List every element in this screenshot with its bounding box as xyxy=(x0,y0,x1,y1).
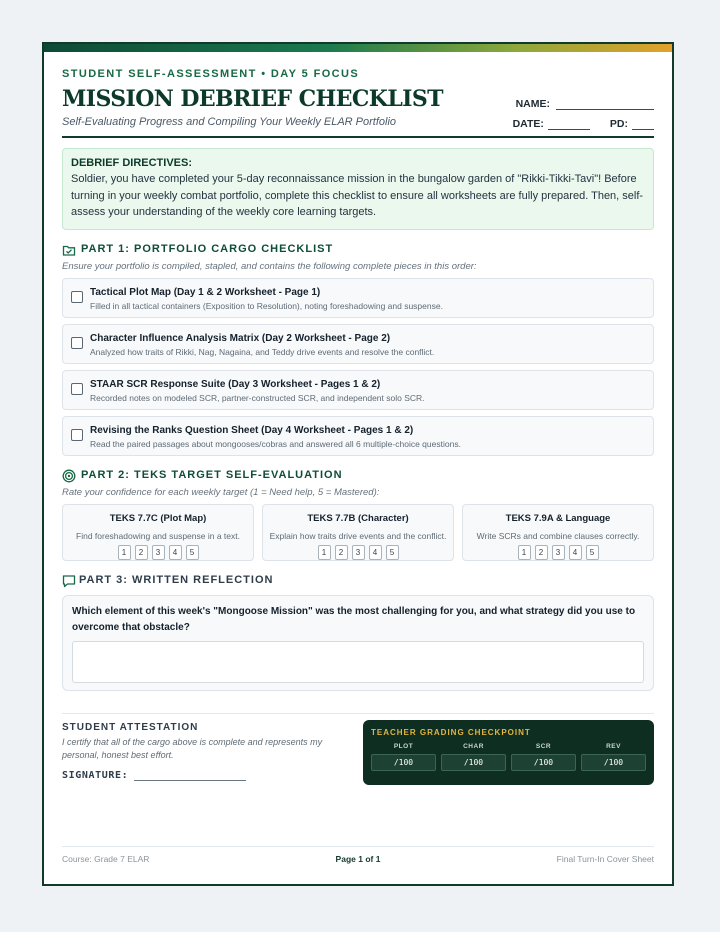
teks-target-desc: Find foreshadowing and suspense in a text. xyxy=(76,530,240,541)
teacher-grading-checkpoint xyxy=(363,720,654,785)
date-period-fields xyxy=(513,118,654,130)
directives-heading: DEBRIEF DIRECTIVES: xyxy=(71,157,193,169)
footer-sheet-type: Final Turn-In Cover Sheet xyxy=(556,854,654,864)
part1-subtitle: Ensure your portfolio is compiled, stapled, and contains the following complete pieces in this order: xyxy=(62,260,477,272)
teks-target-title: TEKS 7.7B (Character) xyxy=(307,512,409,524)
part3-title: PART 3: WRITTEN REFLECTION xyxy=(79,573,274,586)
reflection-answer-box[interactable] xyxy=(72,641,644,683)
signature-line[interactable] xyxy=(134,770,246,781)
name-line[interactable] xyxy=(556,99,654,110)
student-attestation xyxy=(62,722,352,781)
grading-score-box[interactable]: /100 xyxy=(371,754,436,771)
checklist-folder-icon xyxy=(62,243,76,257)
attestation-section xyxy=(62,713,654,784)
teks-target-card xyxy=(462,504,654,561)
attestation-text: I certify that all of the cargo above is complete and represents my personal, honest best effort. xyxy=(62,736,323,760)
part2-subtitle: Rate your confidence for each weekly target (1 = Need help, 5 = Mastered): xyxy=(62,486,380,498)
checklist-item[interactable] xyxy=(62,278,654,318)
signature-label: SIGNATURE: xyxy=(62,769,129,781)
teks-targets xyxy=(62,504,654,561)
teks-target-card xyxy=(262,504,454,561)
checklist-item-title: STAAR SCR Response Suite (Day 3 Worksheet - Pages 1 & 2) xyxy=(90,378,381,390)
checklist-item[interactable] xyxy=(62,370,654,410)
checklist-item-desc: Analyzed how traits of Rikki, Nag, Nagaina, and Teddy drive events and resolve the conflict. xyxy=(90,346,435,357)
teks-target-desc: Write SCRs and combine clauses correctly. xyxy=(476,530,640,541)
part1-title: PART 1: PORTFOLIO CARGO CHECKLIST xyxy=(81,242,334,255)
checklist-item-title: Character Influence Analysis Matrix (Day 2 Worksheet - Page 2) xyxy=(90,332,391,344)
grading-score-box[interactable]: /100 xyxy=(511,754,576,771)
footer-page-number: Page 1 of 1 xyxy=(335,854,381,864)
page-subtitle: Self-Evaluating Progress and Compiling Your Weekly ELAR Portfolio xyxy=(62,116,397,128)
gradient-top-bar xyxy=(44,44,672,52)
checkbox[interactable] xyxy=(71,337,83,349)
speech-bubble-icon xyxy=(62,574,76,588)
page-header xyxy=(62,80,654,138)
rating-option[interactable]: 2 xyxy=(135,545,148,560)
part2-heading xyxy=(62,468,654,484)
debrief-directives-box xyxy=(62,148,654,230)
directives-text: Soldier, you have completed your 5-day reconnaissance mission in the bungalow garden of "Rikki-Tikki-Tavi"! Before turning in your weekly combat portfolio, complete this checklist to ensure all worksheets are fully prepared. Then, self-assess your understanding of the weekly core learning targets. xyxy=(71,173,644,218)
confidence-scale xyxy=(263,545,453,560)
grading-label: REV xyxy=(606,742,621,750)
page-footer xyxy=(62,846,654,868)
checkbox[interactable] xyxy=(71,291,83,303)
kicker-label: STUDENT SELF-ASSESSMENT • DAY 5 FOCUS xyxy=(62,68,360,80)
grading-score-box[interactable]: /100 xyxy=(581,754,646,771)
reflection-question: Which element of this week's "Mongoose Mission" was the most challenging for you, and what strategy did you use to overcome that obstacle? xyxy=(72,605,636,633)
checkbox[interactable] xyxy=(71,429,83,441)
rating-option[interactable]: 4 xyxy=(569,545,582,560)
rating-option[interactable]: 4 xyxy=(369,545,382,560)
checklist-item[interactable] xyxy=(62,416,654,456)
grading-label: CHAR xyxy=(463,742,484,750)
attestation-heading: STUDENT ATTESTATION xyxy=(62,721,199,733)
part3-heading xyxy=(62,573,654,589)
checklist-item-desc: Recorded notes on modeled SCR, partner-constructed SCR, and independent solo SCR. xyxy=(90,392,425,403)
confidence-scale xyxy=(463,545,653,560)
rating-option[interactable]: 2 xyxy=(335,545,348,560)
name-field[interactable] xyxy=(516,98,654,110)
checkbox[interactable] xyxy=(71,383,83,395)
grading-columns xyxy=(371,743,646,771)
rating-option[interactable]: 1 xyxy=(118,545,131,560)
date-label: DATE: xyxy=(512,118,544,130)
checklist-item-desc: Read the paired passages about mongooses/cobras and answered all 6 multiple-choice questions. xyxy=(90,438,461,449)
checklist-item[interactable] xyxy=(62,324,654,364)
grading-column xyxy=(511,743,576,771)
grading-score-box[interactable]: /100 xyxy=(441,754,506,771)
grading-label: PLOT xyxy=(393,742,414,750)
signature-field[interactable] xyxy=(62,770,352,781)
pd-line[interactable] xyxy=(632,119,654,130)
rating-option[interactable]: 5 xyxy=(186,545,199,560)
checklist-item-title: Revising the Ranks Question Sheet (Day 4 Worksheet - Pages 1 & 2) xyxy=(90,424,414,436)
rating-option[interactable]: 3 xyxy=(152,545,165,560)
name-label: NAME: xyxy=(515,98,550,110)
teks-target-title: TEKS 7.9A & Language xyxy=(505,512,611,524)
rating-option[interactable]: 3 xyxy=(552,545,565,560)
teks-target-card xyxy=(62,504,254,561)
page-title: MISSION DEBRIEF CHECKLIST xyxy=(62,86,443,112)
rating-option[interactable]: 4 xyxy=(169,545,182,560)
grading-column xyxy=(581,743,646,771)
teks-target-desc: Explain how traits drive events and the conflict. xyxy=(269,530,447,541)
rating-option[interactable]: 3 xyxy=(352,545,365,560)
confidence-scale xyxy=(63,545,253,560)
rating-option[interactable]: 5 xyxy=(586,545,599,560)
part1-heading xyxy=(62,242,654,258)
rating-option[interactable]: 2 xyxy=(535,545,548,560)
worksheet-page xyxy=(42,42,674,886)
reflection-panel xyxy=(62,595,654,691)
grading-heading: TEACHER GRADING CHECKPOINT xyxy=(371,727,531,737)
rating-option[interactable]: 1 xyxy=(318,545,331,560)
date-line[interactable] xyxy=(548,119,590,130)
teks-target-title: TEKS 7.7C (Plot Map) xyxy=(109,512,207,524)
part2-title: PART 2: TEKS TARGET SELF-EVALUATION xyxy=(81,468,343,481)
footer-course: Course: Grade 7 ELAR xyxy=(62,854,150,864)
checklist-item-title: Tactical Plot Map (Day 1 & 2 Worksheet - Page 1) xyxy=(90,286,321,298)
rating-option[interactable]: 1 xyxy=(518,545,531,560)
checklist-item-desc: Filled in all tactical containers (Exposition to Resolution), noting foreshadowing and suspense. xyxy=(90,300,443,311)
pd-label: PD: xyxy=(609,118,628,130)
grading-column xyxy=(441,743,506,771)
grading-column xyxy=(371,743,436,771)
target-icon xyxy=(62,469,76,483)
rating-option[interactable]: 5 xyxy=(386,545,399,560)
grading-label: SCR xyxy=(535,742,552,750)
